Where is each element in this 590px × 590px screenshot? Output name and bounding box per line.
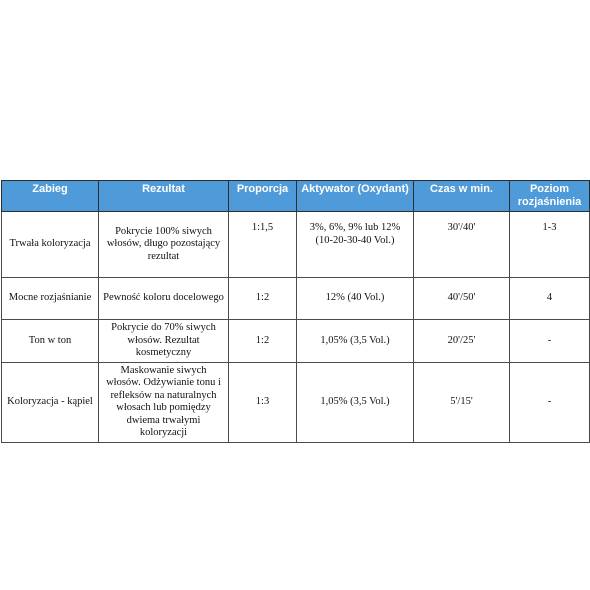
cell-czas: 20'/25' xyxy=(414,320,510,363)
cell-rezultat: Pokrycie do 70% siwych włosów. Rezultat kosmetyczny xyxy=(99,320,229,363)
cell-rezultat: Pokrycie 100% siwych włosów, długo pozostający rezultat xyxy=(99,212,229,278)
header-poziom: Poziom rozjaśnienia xyxy=(510,181,590,212)
treatment-table xyxy=(1,180,590,443)
cell-zabieg: Ton w ton xyxy=(2,320,99,363)
table-row xyxy=(2,278,590,320)
cell-proporcja: 1:1,5 xyxy=(229,212,297,278)
table-container xyxy=(1,180,589,443)
cell-zabieg: Koloryzacja - kąpiel xyxy=(2,362,99,442)
header-rezultat: Rezultat xyxy=(99,181,229,212)
header-czas: Czas w min. xyxy=(414,181,510,212)
table-row xyxy=(2,212,590,278)
table-row xyxy=(2,320,590,363)
cell-czas: 30'/40' xyxy=(414,212,510,278)
header-zabieg: Zabieg xyxy=(2,181,99,212)
cell-aktywator: 12% (40 Vol.) xyxy=(297,278,414,320)
cell-zabieg: Trwała koloryzacja xyxy=(2,212,99,278)
header-proporcja: Proporcja xyxy=(229,181,297,212)
table-row xyxy=(2,362,590,442)
cell-poziom: - xyxy=(510,362,590,442)
cell-aktywator: 1,05% (3,5 Vol.) xyxy=(297,362,414,442)
cell-czas: 40'/50' xyxy=(414,278,510,320)
cell-proporcja: 1:2 xyxy=(229,320,297,363)
cell-rezultat: Pewność koloru docelowego xyxy=(99,278,229,320)
cell-proporcja: 1:3 xyxy=(229,362,297,442)
cell-proporcja: 1:2 xyxy=(229,278,297,320)
cell-zabieg: Mocne rozjaśnianie xyxy=(2,278,99,320)
header-row xyxy=(2,181,590,212)
cell-rezultat: Maskowanie siwych włosów. Odżywianie tonu i refleksów na naturalnych włosach lub pomiędzy dwiema trwałymi koloryzacji xyxy=(99,362,229,442)
header-aktywator: Aktywator (Oxydant) xyxy=(297,181,414,212)
cell-czas: 5'/15' xyxy=(414,362,510,442)
cell-poziom: - xyxy=(510,320,590,363)
cell-aktywator: 3%, 6%, 9% lub 12% (10-20-30-40 Vol.) xyxy=(297,212,414,278)
cell-poziom: 4 xyxy=(510,278,590,320)
cell-aktywator: 1,05% (3,5 Vol.) xyxy=(297,320,414,363)
cell-poziom: 1-3 xyxy=(510,212,590,278)
